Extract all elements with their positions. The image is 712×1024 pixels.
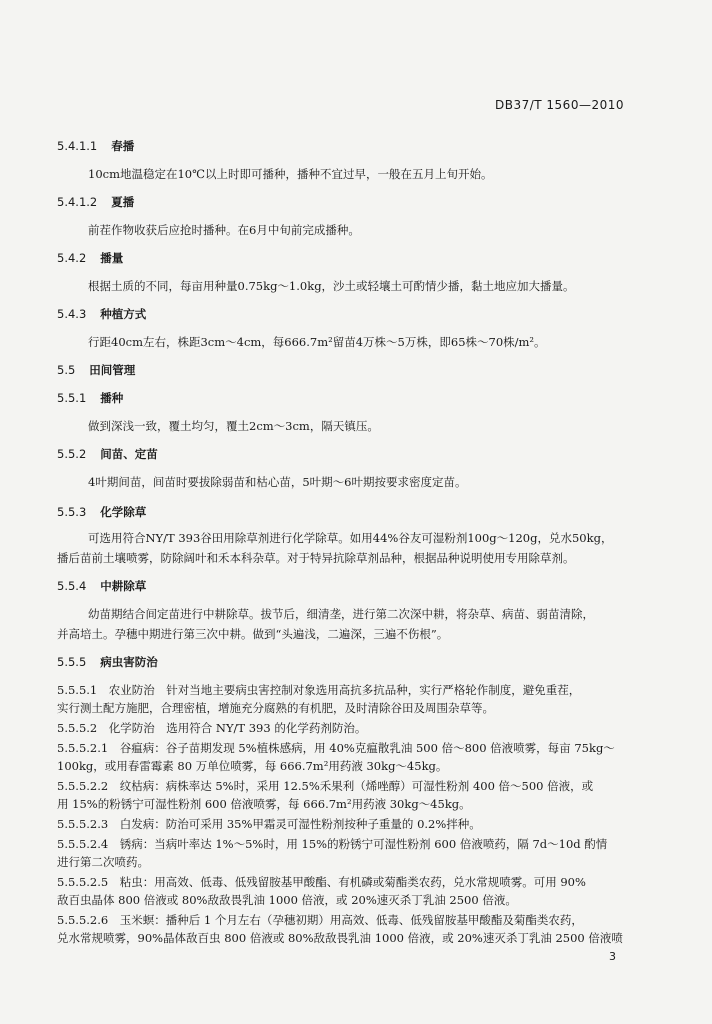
para-5-4-3: 行距40cm左右，株距3cm～4cm，每666.7m²留苗4万株～5万株，即65株～70株/m²。 (88, 335, 546, 349)
para-5-5-5-2-6-line1: 5.5.5.2.6 玉米螟：播种后 1 个月左右（孕穗初期）用高效、低毒、低残留胺基甲酸酯及菊酯类农药， (57, 913, 583, 927)
para-5-5-5-2-6-line2: 兑水常规喷雾，90%晶体敌百虫 800 倍液或 80%敌敌畏乳油 1000 倍液，或 20%速灭杀丁乳油 2500 倍液喷 (57, 931, 623, 945)
heading-5-5-5: 5.5.5 病虫害防治 (57, 655, 158, 669)
heading-5-4-1-1: 5.4.1.1 春播 (57, 139, 135, 153)
heading-5-5-1: 5.5.1 播种 (57, 391, 124, 405)
para-5-5-1: 做到深浅一致，覆土均匀，覆土2cm～3cm，隔天镇压。 (88, 419, 379, 433)
heading-5-4-1-2: 5.4.1.2 夏播 (57, 195, 135, 209)
para-5-5-5-1-line1: 5.5.5.1 农业防治 针对当地主要病虫害控制对象选用高抗多抗品种，实行严格轮作制度，避免重茬， (57, 683, 581, 697)
heading-5-5-4: 5.5.4 中耕除草 (57, 579, 147, 593)
para-5-4-1-2: 前茬作物收获后应抢时播种。在6月中旬前完成播种。 (88, 223, 360, 237)
para-5-5-2: 4叶期间苗，间苗时要拔除弱苗和枯心苗，5叶期～6叶期按要求密度定苗。 (88, 475, 467, 489)
heading-5-5-3: 5.5.3 化学除草 (57, 505, 147, 519)
page-number: 3 (609, 950, 616, 963)
para-5-5-5-2-1-line1: 5.5.5.2.1 谷瘟病：谷子苗期发现 5%植株感病，用 40%克瘟散乳油 500 倍～800 倍液喷雾，每亩 75kg～ (57, 741, 615, 755)
para-5-4-2: 根据土质的不同，每亩用种量0.75kg～1.0kg，沙土或轻壤土可酌情少播，黏土地应加大播量。 (88, 279, 575, 293)
standard-code-header: DB37/T 1560—2010 (494, 98, 624, 112)
para-5-5-3-line1: 可选用符合NY/T 393谷田用除草剂进行化学除草。如用44%谷友可湿粉剂100g～120g，兑水50kg， (88, 531, 613, 545)
para-5-4-1-1: 10cm地温稳定在10℃以上时即可播种，播种不宜过早，一般在五月上旬开始。 (88, 167, 493, 181)
para-5-5-4-line1: 幼苗期结合间定苗进行中耕除草。拔节后，细清垄，进行第二次深中耕，将杂草、病苗、弱苗清除， (88, 607, 594, 621)
para-5-5-5-2-5-line1: 5.5.5.2.5 粘虫：用高效、低毒、低残留胺基甲酸酯、有机磷或菊酯类农药，兑水常规喷雾。可用 90% (57, 875, 586, 889)
para-5-5-4-line2: 并高培土。孕穗中期进行第三次中耕。做到“头遍浅，二遍深，三遍不伤根”。 (57, 627, 449, 641)
heading-5-4-3: 5.4.3 种植方式 (57, 307, 147, 321)
heading-5-5: 5.5 田间管理 (57, 363, 136, 377)
para-5-5-5-2-3: 5.5.5.2.3 白发病：防治可采用 35%甲霜灵可湿性粉剂按种子重量的 0.2%拌种。 (57, 817, 481, 831)
heading-5-5-2: 5.5.2 间苗、定苗 (57, 447, 158, 461)
para-5-5-5-2: 5.5.5.2 化学防治 选用符合 NY/T 393 的化学药剂防治。 (57, 721, 367, 735)
para-5-5-5-2-2-line1: 5.5.5.2.2 纹枯病：病株率达 5%时，采用 12.5%禾果利（烯唑醇）可湿性粉剂 400 倍～500 倍液，或 (57, 779, 594, 793)
para-5-5-5-2-2-line2: 用 15%的粉锈宁可湿性粉剂 600 倍液喷雾，每 666.7m²用药液 30kg～45kg。 (57, 797, 471, 811)
para-5-5-5-1-line2: 实行测土配方施肥，合理密植，增施充分腐熟的有机肥，及时清除谷田及周围杂草等。 (57, 701, 494, 715)
para-5-5-5-2-4-line1: 5.5.5.2.4 锈病：当病叶率达 1%～5%时，用 15%的粉锈宁可湿性粉剂 600 倍液喷药，隔 7d～10d 酌情 (57, 837, 608, 851)
para-5-5-5-2-4-line2: 进行第二次喷药。 (57, 855, 149, 869)
para-5-5-5-2-5-line2: 敌百虫晶体 800 倍液或 80%敌敌畏乳油 1000 倍液，或 20%速灭杀丁乳油 2500 倍液。 (57, 893, 517, 907)
heading-5-4-2: 5.4.2 播量 (57, 251, 124, 265)
para-5-5-3-line2: 播后苗前土壤喷雾，防除阔叶和禾本科杂草。对于特异抗除草剂品种，根据品种说明使用专用除草剂。 (57, 551, 575, 565)
para-5-5-5-2-1-line2: 100kg，或用春雷霉素 80 万单位喷雾，每 666.7m²用药液 30kg～45kg。 (57, 759, 448, 773)
